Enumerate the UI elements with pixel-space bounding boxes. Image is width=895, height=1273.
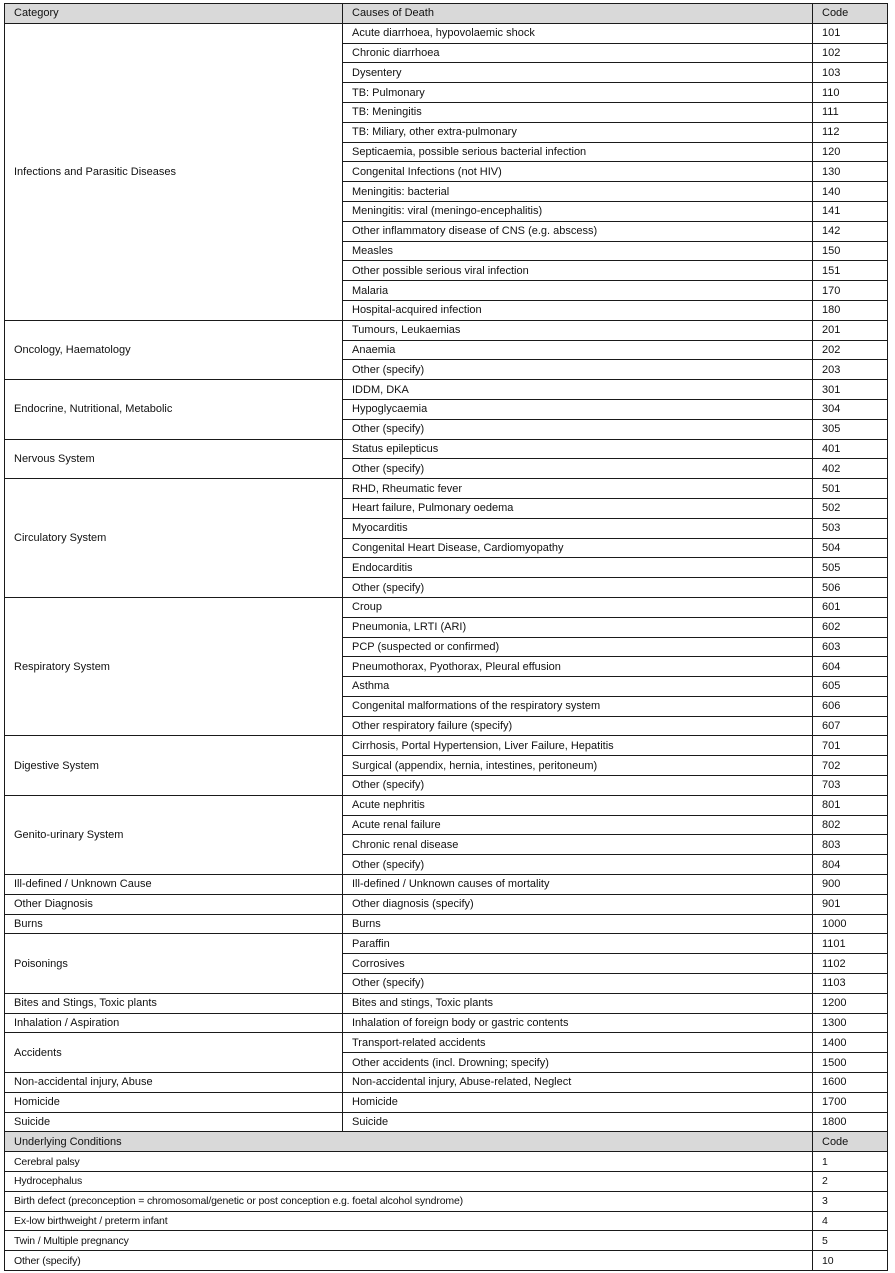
category-cell: Oncology, Haematology xyxy=(5,320,343,379)
code-cell: 505 xyxy=(813,558,888,578)
table-row xyxy=(5,23,888,43)
category-cell: Circulatory System xyxy=(5,479,343,598)
code-cell: 702 xyxy=(813,756,888,776)
code-cell: 607 xyxy=(813,716,888,736)
cause-cell: Congenital malformations of the respiratory system xyxy=(343,696,813,716)
cause-cell: Hypoglycaemia xyxy=(343,399,813,419)
category-cell: Poisonings xyxy=(5,934,343,993)
cause-cell: Congenital Heart Disease, Cardiomyopathy xyxy=(343,538,813,558)
cause-cell: Paraffin xyxy=(343,934,813,954)
header-underlying-code: Code xyxy=(813,1132,888,1152)
code-cell: 503 xyxy=(813,518,888,538)
category-cell: Other Diagnosis xyxy=(5,894,343,914)
table-row xyxy=(5,795,888,815)
code-cell: 304 xyxy=(813,399,888,419)
header-underlying-conditions: Underlying Conditions xyxy=(5,1132,813,1152)
category-cell: Inhalation / Aspiration xyxy=(5,1013,343,1033)
cause-cell: Non-accidental injury, Abuse-related, Neglect xyxy=(343,1073,813,1093)
cause-cell: Homicide xyxy=(343,1092,813,1112)
condition-code-cell: 10 xyxy=(813,1251,888,1271)
table-row xyxy=(5,1033,888,1053)
category-cell: Infections and Parasitic Diseases xyxy=(5,23,343,320)
cause-cell: Other diagnosis (specify) xyxy=(343,894,813,914)
table-row xyxy=(5,597,888,617)
cause-cell: Transport-related accidents xyxy=(343,1033,813,1053)
code-cell: 703 xyxy=(813,776,888,796)
code-cell: 401 xyxy=(813,439,888,459)
condition-cell: Other (specify) xyxy=(5,1251,813,1271)
table-row xyxy=(5,875,888,895)
cause-cell: Other (specify) xyxy=(343,459,813,479)
cause-cell: Measles xyxy=(343,241,813,261)
cause-cell: Myocarditis xyxy=(343,518,813,538)
code-cell: 801 xyxy=(813,795,888,815)
cause-cell: Suicide xyxy=(343,1112,813,1132)
code-cell: 506 xyxy=(813,578,888,598)
cause-cell: Malaria xyxy=(343,281,813,301)
category-cell: Homicide xyxy=(5,1092,343,1112)
code-cell: 1000 xyxy=(813,914,888,934)
code-cell: 502 xyxy=(813,498,888,518)
cause-cell: Other (specify) xyxy=(343,360,813,380)
cause-cell: Septicaemia, possible serious bacterial infection xyxy=(343,142,813,162)
cause-cell: Other accidents (incl. Drowning; specify) xyxy=(343,1053,813,1073)
cause-cell: RHD, Rheumatic fever xyxy=(343,479,813,499)
cause-cell: Cirrhosis, Portal Hypertension, Liver Failure, Hepatitis xyxy=(343,736,813,756)
table-row xyxy=(5,1112,888,1132)
code-cell: 201 xyxy=(813,320,888,340)
condition-code-cell: 2 xyxy=(813,1172,888,1192)
cause-cell: Other respiratory failure (specify) xyxy=(343,716,813,736)
category-cell: Nervous System xyxy=(5,439,343,479)
cause-cell: PCP (suspected or confirmed) xyxy=(343,637,813,657)
cause-cell: Tumours, Leukaemias xyxy=(343,320,813,340)
table-row xyxy=(5,736,888,756)
code-cell: 804 xyxy=(813,855,888,875)
cause-cell: TB: Pulmonary xyxy=(343,83,813,103)
category-cell: Burns xyxy=(5,914,343,934)
table-row xyxy=(5,894,888,914)
cause-cell: Other (specify) xyxy=(343,855,813,875)
cause-cell: Burns xyxy=(343,914,813,934)
code-cell: 203 xyxy=(813,360,888,380)
cause-cell: Heart failure, Pulmonary oedema xyxy=(343,498,813,518)
underlying-condition-row xyxy=(5,1251,888,1271)
code-cell: 120 xyxy=(813,142,888,162)
cause-cell: Dysentery xyxy=(343,63,813,83)
underlying-condition-row xyxy=(5,1191,888,1211)
code-cell: 112 xyxy=(813,122,888,142)
cause-cell: Pneumothorax, Pyothorax, Pleural effusion xyxy=(343,657,813,677)
code-cell: 301 xyxy=(813,380,888,400)
category-cell: Bites and Stings, Toxic plants xyxy=(5,993,343,1013)
cause-cell: Pneumonia, LRTI (ARI) xyxy=(343,617,813,637)
cause-cell: TB: Meningitis xyxy=(343,102,813,122)
code-cell: 900 xyxy=(813,875,888,895)
cause-cell: Hospital-acquired infection xyxy=(343,300,813,320)
code-cell: 1600 xyxy=(813,1073,888,1093)
underlying-condition-row xyxy=(5,1231,888,1251)
code-cell: 202 xyxy=(813,340,888,360)
code-cell: 602 xyxy=(813,617,888,637)
cause-cell: Inhalation of foreign body or gastric contents xyxy=(343,1013,813,1033)
table-row xyxy=(5,439,888,459)
cause-cell: Acute nephritis xyxy=(343,795,813,815)
cause-cell: Bites and stings, Toxic plants xyxy=(343,993,813,1013)
cause-cell: Other (specify) xyxy=(343,419,813,439)
cause-cell: IDDM, DKA xyxy=(343,380,813,400)
header-category: Category xyxy=(5,4,343,24)
table-row xyxy=(5,1073,888,1093)
condition-code-cell: 4 xyxy=(813,1211,888,1231)
code-cell: 1300 xyxy=(813,1013,888,1033)
code-cell: 1102 xyxy=(813,954,888,974)
cause-cell: Ill-defined / Unknown causes of mortality xyxy=(343,875,813,895)
cause-cell: Endocarditis xyxy=(343,558,813,578)
table-row xyxy=(5,380,888,400)
cause-cell: Surgical (appendix, hernia, intestines, peritoneum) xyxy=(343,756,813,776)
table-row xyxy=(5,320,888,340)
cause-cell: Congenital Infections (not HIV) xyxy=(343,162,813,182)
table-header-row xyxy=(5,4,888,24)
category-cell: Suicide xyxy=(5,1112,343,1132)
category-cell: Accidents xyxy=(5,1033,343,1073)
code-cell: 170 xyxy=(813,281,888,301)
condition-cell: Birth defect (preconception = chromosomal/genetic or post conception e.g. foetal alcohol syndrome) xyxy=(5,1191,813,1211)
code-cell: 110 xyxy=(813,83,888,103)
table-row xyxy=(5,479,888,499)
cause-cell: TB: Miliary, other extra-pulmonary xyxy=(343,122,813,142)
code-cell: 140 xyxy=(813,182,888,202)
code-cell: 901 xyxy=(813,894,888,914)
condition-code-cell: 5 xyxy=(813,1231,888,1251)
cause-cell: Anaemia xyxy=(343,340,813,360)
code-cell: 1103 xyxy=(813,974,888,994)
code-cell: 111 xyxy=(813,102,888,122)
cause-cell: Acute renal failure xyxy=(343,815,813,835)
code-cell: 142 xyxy=(813,221,888,241)
cause-cell: Other inflammatory disease of CNS (e.g. abscess) xyxy=(343,221,813,241)
condition-code-cell: 3 xyxy=(813,1191,888,1211)
code-cell: 402 xyxy=(813,459,888,479)
header-causes-of-death: Causes of Death xyxy=(343,4,813,24)
table-row xyxy=(5,914,888,934)
category-cell: Digestive System xyxy=(5,736,343,795)
code-cell: 1500 xyxy=(813,1053,888,1073)
code-cell: 102 xyxy=(813,43,888,63)
cause-cell: Meningitis: viral (meningo-encephalitis) xyxy=(343,201,813,221)
code-cell: 103 xyxy=(813,63,888,83)
underlying-conditions-body xyxy=(5,1132,888,1271)
cause-cell: Other (specify) xyxy=(343,974,813,994)
cause-cell: Other possible serious viral infection xyxy=(343,261,813,281)
table-row xyxy=(5,934,888,954)
code-cell: 501 xyxy=(813,479,888,499)
table-row xyxy=(5,1013,888,1033)
cause-cell: Croup xyxy=(343,597,813,617)
cause-cell: Corrosives xyxy=(343,954,813,974)
code-cell: 150 xyxy=(813,241,888,261)
condition-code-cell: 1 xyxy=(813,1152,888,1172)
code-cell: 101 xyxy=(813,23,888,43)
cause-cell: Other (specify) xyxy=(343,578,813,598)
code-cell: 1700 xyxy=(813,1092,888,1112)
cause-cell: Acute diarrhoea, hypovolaemic shock xyxy=(343,23,813,43)
category-cell: Ill-defined / Unknown Cause xyxy=(5,875,343,895)
header-code: Code xyxy=(813,4,888,24)
category-cell: Genito-urinary System xyxy=(5,795,343,874)
code-cell: 604 xyxy=(813,657,888,677)
cause-cell: Chronic renal disease xyxy=(343,835,813,855)
main-table-body xyxy=(5,23,888,1132)
cause-cell: Meningitis: bacterial xyxy=(343,182,813,202)
cause-cell: Chronic diarrhoea xyxy=(343,43,813,63)
code-cell: 603 xyxy=(813,637,888,657)
cause-cell: Other (specify) xyxy=(343,776,813,796)
cause-cell: Status epilepticus xyxy=(343,439,813,459)
code-cell: 1101 xyxy=(813,934,888,954)
category-cell: Endocrine, Nutritional, Metabolic xyxy=(5,380,343,439)
code-cell: 504 xyxy=(813,538,888,558)
code-cell: 1200 xyxy=(813,993,888,1013)
code-cell: 803 xyxy=(813,835,888,855)
condition-cell: Twin / Multiple pregnancy xyxy=(5,1231,813,1251)
category-cell: Non-accidental injury, Abuse xyxy=(5,1073,343,1093)
code-cell: 141 xyxy=(813,201,888,221)
underlying-header-row xyxy=(5,1132,888,1152)
code-cell: 151 xyxy=(813,261,888,281)
condition-cell: Hydrocephalus xyxy=(5,1172,813,1192)
code-cell: 305 xyxy=(813,419,888,439)
cause-of-death-codes-table xyxy=(4,3,888,1271)
underlying-condition-row xyxy=(5,1211,888,1231)
code-cell: 1800 xyxy=(813,1112,888,1132)
code-cell: 1400 xyxy=(813,1033,888,1053)
code-cell: 130 xyxy=(813,162,888,182)
underlying-condition-row xyxy=(5,1172,888,1192)
code-cell: 601 xyxy=(813,597,888,617)
condition-cell: Cerebral palsy xyxy=(5,1152,813,1172)
table-row xyxy=(5,1092,888,1112)
cause-cell: Asthma xyxy=(343,677,813,697)
condition-cell: Ex-low birthweight / preterm infant xyxy=(5,1211,813,1231)
code-cell: 606 xyxy=(813,696,888,716)
code-cell: 605 xyxy=(813,677,888,697)
table-row xyxy=(5,993,888,1013)
code-cell: 802 xyxy=(813,815,888,835)
category-cell: Respiratory System xyxy=(5,597,343,736)
code-cell: 180 xyxy=(813,300,888,320)
underlying-condition-row xyxy=(5,1152,888,1172)
code-cell: 701 xyxy=(813,736,888,756)
